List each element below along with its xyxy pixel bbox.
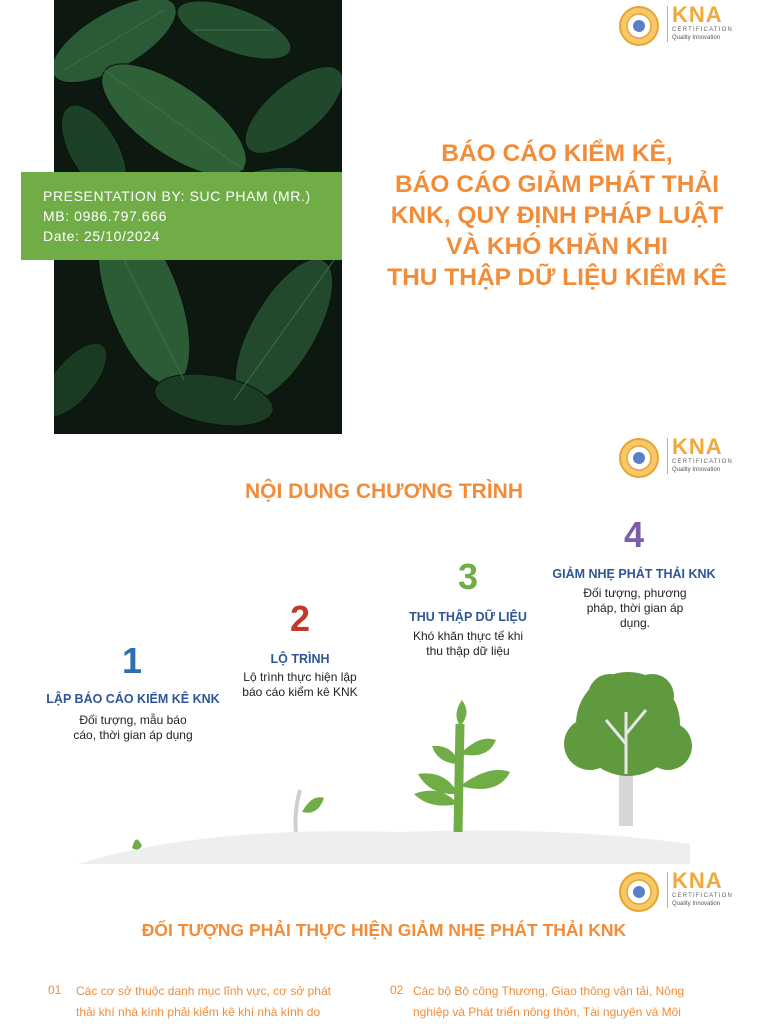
step-1-number: 1	[121, 640, 143, 681]
logo-sub-certification: CERTIFICATION	[672, 27, 734, 33]
presenter-box	[21, 172, 342, 260]
item-02-number: 02	[390, 983, 404, 997]
step-4-heading: GIẢM NHẸ PHÁT THẢI KNK	[552, 567, 716, 581]
step-2-description	[220, 670, 380, 700]
logo-sub-certification: CERTIFICATION	[672, 893, 734, 899]
sprout-leaf-icon	[302, 797, 324, 812]
item-01-number: 01	[48, 983, 62, 997]
ground-shape	[78, 831, 690, 865]
mitigation-title: ĐỐI TƯỢNG PHẢI THỰC HIỆN GIẢM NHẸ PHÁT THẢI KNK	[141, 920, 627, 940]
step-1-desc-line: cáo, thời gian áp dụng	[73, 728, 193, 742]
cover-title-line: BÁO CÁO GIẢM PHÁT THẢI	[395, 171, 719, 198]
cover-title-line: THU THẬP DỮ LIỆU KIỂM KÊ	[387, 264, 727, 291]
step-3-desc-line: thu thập dữ liệu	[426, 644, 510, 658]
cover-title	[352, 138, 762, 293]
step-1-desc-line: Đối tượng, mẫu báo	[79, 713, 187, 727]
step-1-heading: LẬP BÁO CÁO KIỂM KÊ KNK	[46, 692, 220, 706]
logo-brand: KNA	[672, 868, 723, 893]
logo-brand: KNA	[672, 434, 723, 459]
step-3-number: 3	[457, 556, 479, 597]
item-01-text	[76, 981, 358, 1023]
kna-logo	[618, 868, 748, 914]
kna-seal-icon	[618, 871, 660, 913]
step-4-desc-line: dụng.	[619, 616, 651, 630]
logo-sub-tagline: Quality Innovation	[672, 901, 721, 907]
young-plant-icon	[414, 700, 510, 832]
item-02-text	[413, 981, 719, 1023]
step-2-number: 2	[289, 598, 311, 639]
seed-icon	[132, 839, 142, 849]
step-3-desc-line: Khó khăn thực tế khi	[412, 629, 524, 643]
kna-logo	[618, 2, 748, 48]
step-4-description	[560, 586, 710, 631]
logo-sub-tagline: Quality Innovation	[672, 35, 721, 41]
item-01-line: thải khí nhà kính phải kiểm kê khí nhà kính do	[76, 1005, 321, 1019]
item-02-line: Các bộ Bộ công Thương, Giao thông vận tải, Nông	[413, 984, 685, 998]
step-2-desc-line: Lộ trình thực hiện lập	[243, 670, 357, 684]
presentation-date: Date: 25/10/2024	[43, 228, 161, 244]
logo-sub-tagline: Quality Innovation	[672, 467, 721, 473]
step-1-description	[40, 713, 226, 743]
logo-brand: KNA	[672, 2, 723, 27]
presenter-phone: MB: 0986.797.666	[43, 208, 168, 224]
kna-seal-icon	[618, 5, 660, 47]
step-3-heading: THU THẬP DỮ LIỆU	[409, 610, 527, 624]
presenter-name: PRESENTATION BY: SUC PHAM (MR.)	[43, 188, 311, 204]
logo-divider	[667, 6, 668, 42]
agenda-title: NỘI DUNG CHƯƠNG TRÌNH	[245, 480, 523, 503]
step-3-description	[390, 629, 546, 659]
slide-mitigation-subjects	[0, 868, 768, 1024]
cover-title-line: BÁO CÁO KIỂM KÊ,	[441, 140, 673, 167]
logo-divider	[667, 872, 668, 908]
logo-sub-certification: CERTIFICATION	[672, 459, 734, 465]
slide-cover	[0, 0, 768, 434]
slide-agenda	[0, 434, 768, 868]
item-02-line: nghiệp và Phát triển nông thôn, Tài nguyên và Môi	[413, 1005, 681, 1019]
item-01-line: Các cơ sở thuộc danh mục lĩnh vực, cơ sở phát	[76, 984, 331, 998]
step-2-heading: LỘ TRÌNH	[270, 652, 330, 666]
cover-title-line: VÀ KHÓ KHĂN KHI	[446, 233, 668, 260]
step-2-desc-line: báo cáo kiểm kê KNK	[242, 685, 358, 699]
step-4-desc-line: Đối tượng, phương	[583, 586, 687, 600]
sprout-stem	[296, 790, 301, 832]
cover-title-line: KNK, QUY ĐỊNH PHÁP LUẬT	[390, 202, 724, 229]
step-4-desc-line: pháp, thời gian áp	[586, 601, 684, 615]
tree-icon	[564, 672, 692, 826]
step-4-number: 4	[623, 514, 645, 555]
